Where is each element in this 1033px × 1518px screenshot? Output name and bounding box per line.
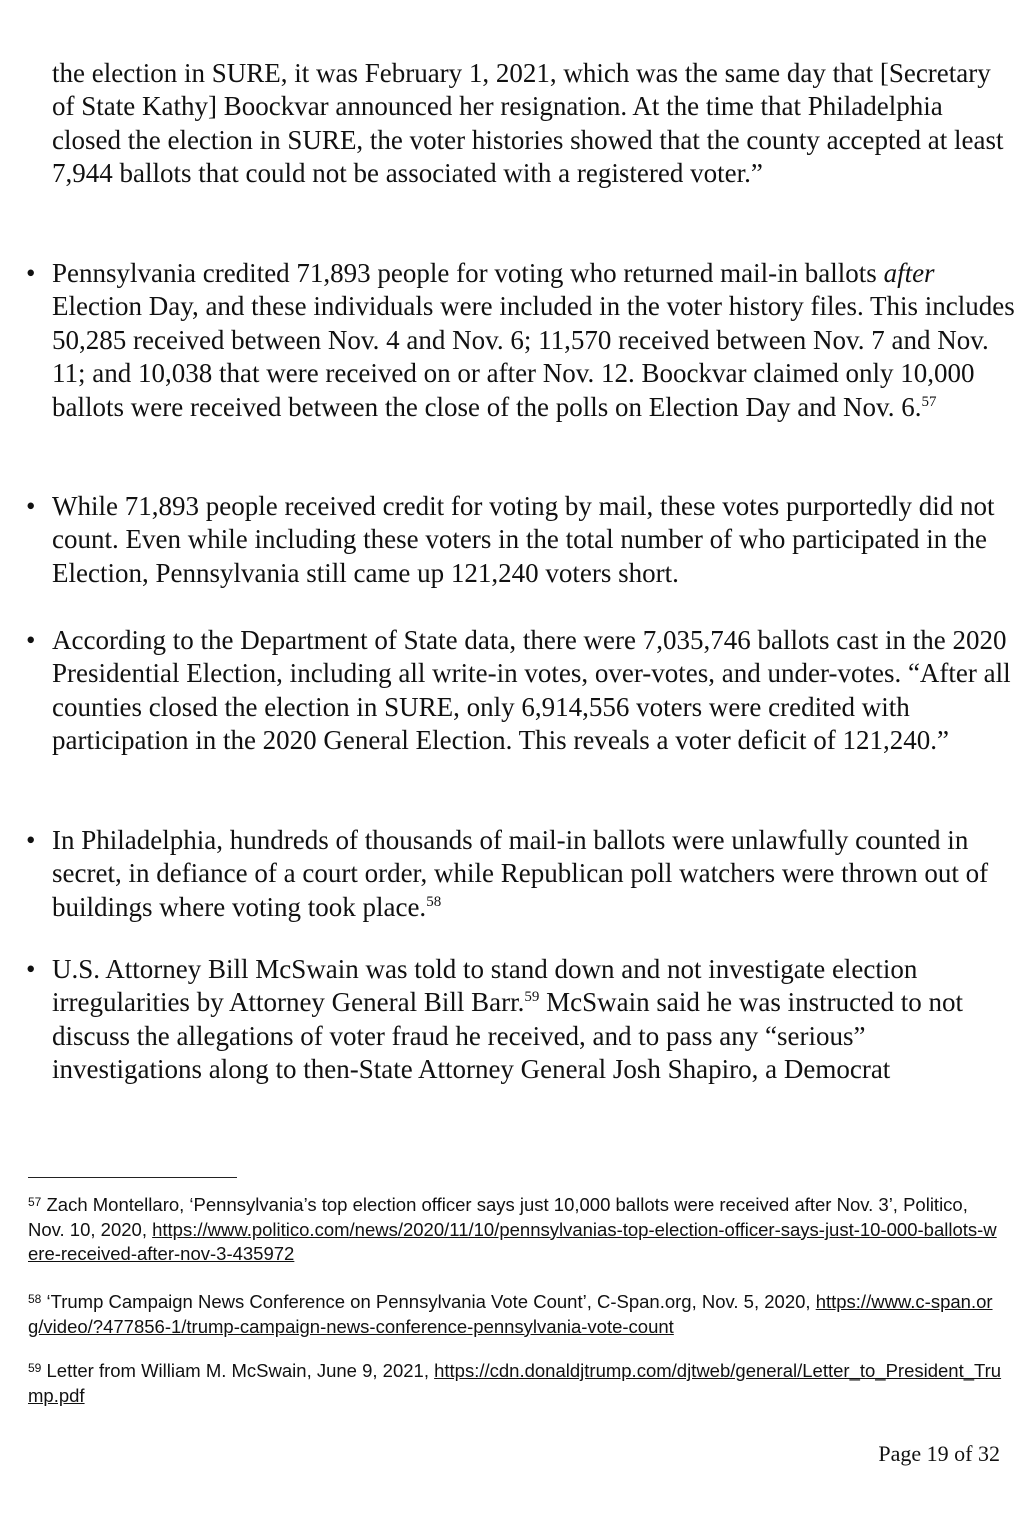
bullet-item — [26, 824, 1016, 924]
footnote-ref-58[interactable]: 58 — [426, 893, 442, 910]
footnote-text: ‘Trump Campaign News Conference on Pennsylvania Vote Count’, C-Span.org, Nov. 5, 2020, — [41, 1291, 816, 1312]
bullet-text: While 71,893 people received credit for voting by mail, these votes purportedly did not count. Even while including these voters in the total number of who participated in the Election, Pennsylvania still came up 121,240 voters short. — [52, 491, 995, 588]
bullet-item — [26, 257, 1016, 424]
bullet-text-start: Pennsylvania credited 71,893 people for voting who returned mail-in ballots — [52, 258, 884, 288]
bullet-marker: • — [26, 954, 36, 984]
bullet-text — [52, 824, 1016, 924]
footnote-58 — [28, 1290, 1003, 1339]
bullet-marker: • — [26, 625, 36, 655]
footnote-link[interactable]: https://cdn.donaldjtrump.com/djtweb/general/Letter_to_President_Trump.pdf — [28, 1360, 1002, 1406]
bullet-marker: • — [26, 491, 36, 521]
bullet-text — [52, 257, 1016, 424]
footnote-ref-59[interactable]: 59 — [524, 989, 540, 1006]
footnote-ref-57[interactable]: 57 — [921, 393, 937, 410]
bullet-marker: • — [26, 258, 36, 288]
bullet-text-start: U.S. Attorney Bill McSwain was told to stand down and not investigate election irregularities by Attorney General Bill Barr. — [52, 954, 918, 1018]
footnote-separator — [28, 1177, 237, 1178]
footnote-link[interactable]: https://www.c-span.org/video/?477856-1/trump-campaign-news-conference-pennsylvania-vote-count — [28, 1291, 993, 1337]
bullet-text — [52, 953, 1016, 1087]
bullet-text-body: In Philadelphia, hundreds of thousands of mail-in ballots were unlawfully counted in secret, in defiance of a court order, while Republican poll watchers were thrown out of buildings where voting took place. — [52, 825, 989, 922]
footnote-59 — [28, 1359, 1003, 1408]
bullet-item — [26, 624, 1016, 758]
bullet-text-rest: McSwain said he was instructed to not discuss the allegations of voter fraud he received, and to pass any “serious” investigations along to then-State Attorney General Josh Shapiro, a Democrat — [52, 987, 964, 1085]
bullet-item — [26, 490, 1016, 590]
footnote-text: Letter from William M. McSwain, June 9, 2021, — [41, 1360, 435, 1381]
footnote-number: 58 — [28, 1292, 42, 1306]
bullet-text-rest: Election Day, and these individuals were included in the voter history files. This includes 50,285 received between Nov. 4 and Nov. 6; 11,570 received between Nov. 7 and Nov. 11; and 10,038 that were received on or after Nov. 12. Boockvar claimed only 10,000 ballots were received between the close of the polls on Election Day and Nov. 6. — [52, 291, 1015, 422]
footnote-number: 57 — [28, 1195, 42, 1209]
footnote-text: Zach Montellaro, ‘Pennsylvania’s top election officer says just 10,000 ballots were received after Nov. 3’, Politico, Nov. 10, 2020, — [28, 1194, 968, 1240]
page-number: Page 19 of 32 — [878, 1441, 1000, 1466]
bullet-marker: • — [26, 825, 36, 855]
footnote-link[interactable]: https://www.politico.com/news/2020/11/10/pennsylvanias-top-election-officer-says-just-10-000-ballots-were-received-after-nov-3-435972 — [28, 1218, 997, 1265]
bullet-item — [26, 953, 1016, 1087]
bullet-text: According to the Department of State data, there were 7,035,746 ballots cast in the 2020 Presidential Election, including all write-in votes, over-votes, and under-votes. “After all counties closed the election in SURE, only 6,914,556 voters were credited with participation in the 2020 General Election. This reveals a voter deficit of 121,240.” — [52, 625, 1011, 756]
emphasis-text: after — [883, 258, 935, 288]
footnote-number: 59 — [28, 1361, 42, 1375]
footnote-57 — [28, 1193, 1003, 1267]
intro-paragraph: the election in SURE, it was February 1, 2021, which was the same day that [Secretary of State Kathy] Boockvar announced her resignation. At the time that Philadelphia closed the election in SURE, the voter histories showed that the county accepted at least 7,944 ballots that could not be associated with a registered voter.” — [52, 58, 1004, 189]
